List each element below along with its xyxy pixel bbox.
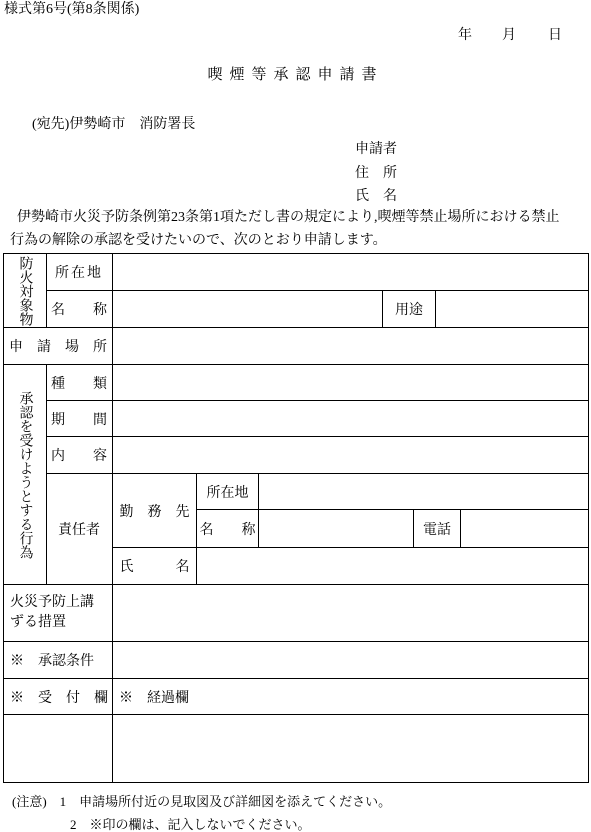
workplace-location-label: 所在地 [206,485,249,501]
period-field[interactable] [113,401,588,436]
fire-measures-line-2: ずる措置 [10,615,66,630]
applicant-label: 申請者 [355,142,397,157]
intro-line-2: 行為の解除の承認を受けたいので、次のとおり申請します。 [10,233,387,248]
kind-label: 種 類 [51,376,107,392]
phone-label: 電話 [423,522,451,538]
fire-measures-line-1: 火災予防上講 [10,595,94,610]
phone-field[interactable] [461,510,588,547]
fire-measures-label [4,585,112,641]
workplace-label: 勤 務 先 [119,504,190,520]
request-place-label: 申 請 場 所 [9,340,107,355]
act-group-label: 承認を受けようとする行為 [17,390,33,559]
reception-field[interactable] [4,715,112,782]
kind-field[interactable] [113,365,588,400]
person-name-field[interactable] [197,548,588,584]
date-month-label: 月 [502,28,516,43]
applicant-address-label: 住 所 [355,166,397,181]
applicant-name-label: 氏 名 [355,189,397,204]
fire-measures-field[interactable] [113,585,588,641]
application-form-table [3,253,589,783]
responsible-label: 責任者 [58,523,100,538]
person-name-label: 氏 名 [119,560,190,575]
workplace-name-field[interactable] [259,510,413,547]
reception-label: ※ 受 付 欄 [10,690,108,706]
workplace-location-field[interactable] [259,474,588,509]
content-label: 内 容 [51,449,107,464]
date-year-label: 年 [458,28,472,43]
addressee: (宛先)伊勢崎市 消防署長 [32,117,196,132]
conditions-field[interactable] [113,642,588,678]
usage-field[interactable] [436,291,588,327]
form-number: 様式第6号(第8条関係) [4,2,140,17]
workplace-name-label: 名 称 [199,522,256,538]
name-label: 名 称 [51,303,107,318]
note-2: 2 ※印の欄は、記入しないでください。 [70,817,311,832]
date-day-label: 日 [548,28,562,43]
target-group-label: 防火対象物 [17,255,33,326]
location-field[interactable] [113,254,588,290]
intro-line-1: 伊勢崎市火災予防条例第23条第1項ただし書の規定により,喫煙等禁止場所における禁止 [17,210,560,225]
name-field[interactable] [113,291,382,327]
usage-label: 用途 [395,303,423,318]
note-1: (注意) 1 申請場所付近の見取図及び詳細図を添えてください。 [12,794,392,809]
intro-paragraph [10,206,588,252]
period-label: 期 間 [51,412,107,428]
content-field[interactable] [113,437,588,473]
progress-field[interactable] [113,715,588,782]
progress-label: ※ 経過欄 [119,690,189,706]
page-title: 喫煙等承認申請書 [207,67,384,83]
location-label: 所在地 [55,266,103,281]
conditions-label: ※ 承認条件 [10,654,94,669]
request-place-field[interactable] [113,328,588,364]
